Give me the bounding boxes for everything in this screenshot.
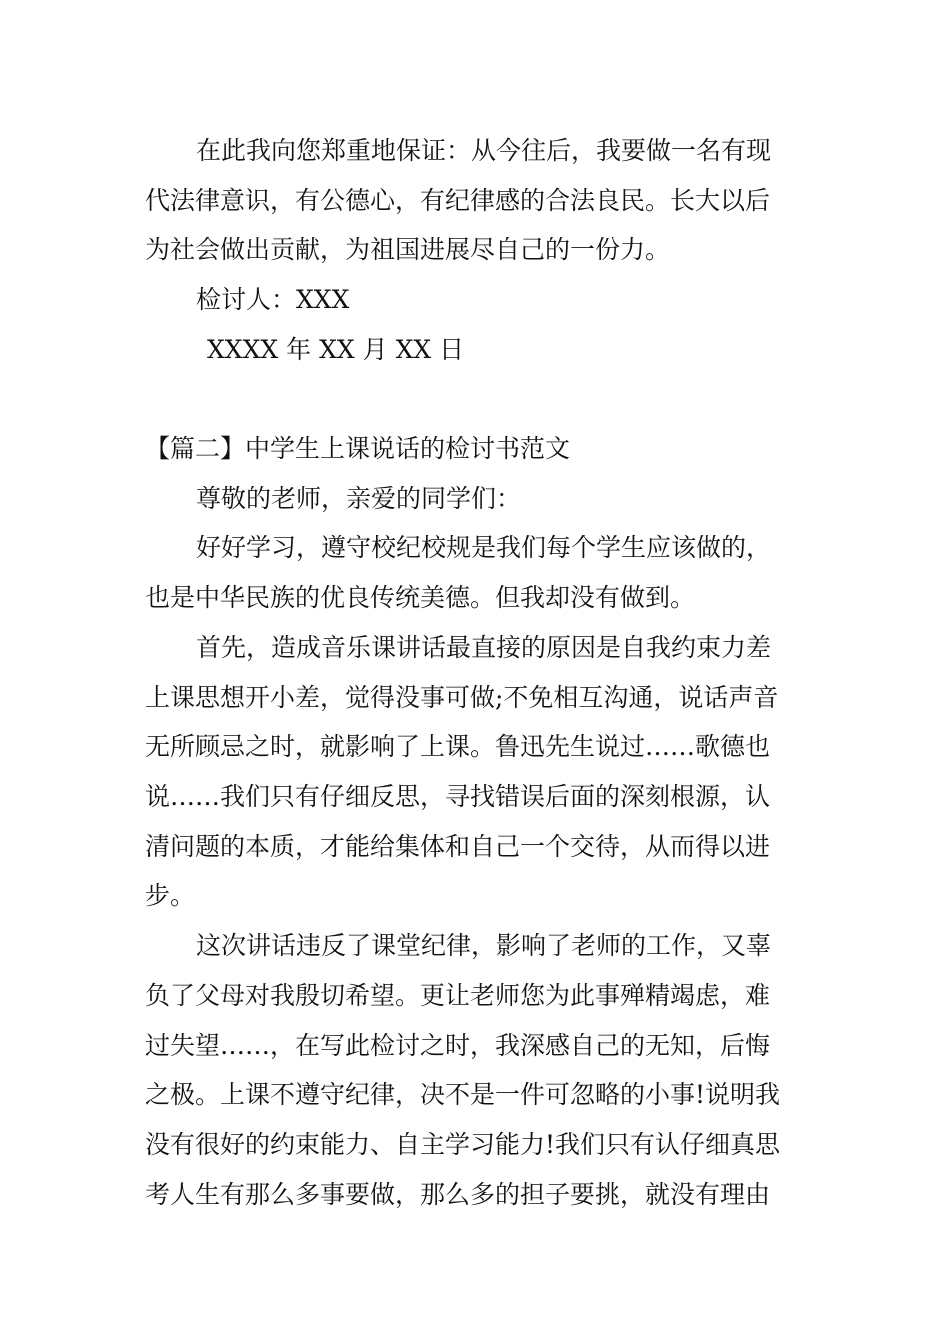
paragraph-line: 为社会做出贡献，为祖国进展尽自己的一份力。 xyxy=(145,235,671,264)
paragraph-line: 没有很好的约束能力、自主学习能力!我们只有认仔细真思 xyxy=(145,1130,781,1159)
paragraph-line: 过失望……，在写此检讨之时，我深感自己的无知，后悔 xyxy=(145,1031,771,1060)
paragraph-line: 负了父母对我殷切希望。更让老师您为此事殚精竭虑，难 xyxy=(145,981,771,1010)
paragraph-line: 在此我向您郑重地保证：从今往后，我要做一名有现 xyxy=(196,136,772,165)
paragraph-line: 代法律意识，有公德心，有纪律感的合法良民。长大以后 xyxy=(145,186,771,215)
paragraph-line: 好好学习，遵守校纪校规是我们每个学生应该做的， xyxy=(196,533,772,562)
signature-line: 检讨人：XXX xyxy=(196,285,350,314)
section-heading: 【篇二】中学生上课说话的检讨书范文 xyxy=(145,434,571,463)
date-line: XXXX 年 XX 月 XX 日 xyxy=(207,335,465,364)
paragraph-line: 这次讲话违反了课堂纪律，影响了老师的工作，又辜 xyxy=(196,931,772,960)
paragraph-line: 清问题的本质，才能给集体和自己一个交待，从而得以进 xyxy=(145,832,771,861)
paragraph-line: 首先，造成音乐课讲话最直接的原因是自我约束力差 xyxy=(196,633,772,662)
paragraph-line: 之极。上课不遵守纪律，决不是一件可忽略的小事!说明我 xyxy=(145,1080,781,1109)
paragraph-line: 说……我们只有仔细反思，寻找错误后面的深刻根源，认 xyxy=(145,782,771,811)
paragraph-line: 上课思想开小差，觉得没事可做;不免相互沟通，说话声音 xyxy=(145,683,779,712)
paragraph-line: 步。 xyxy=(145,881,196,910)
salutation: 尊敬的老师，亲爱的同学们： xyxy=(196,484,522,513)
paragraph-line: 无所顾忌之时，就影响了上课。鲁迅先生说过……歌德也 xyxy=(145,732,771,761)
paragraph-line: 考人生有那么多事要做，那么多的担子要挑，就没有理由 xyxy=(145,1180,771,1209)
paragraph-line: 也是中华民族的优良传统美德。但我却没有做到。 xyxy=(145,583,696,612)
